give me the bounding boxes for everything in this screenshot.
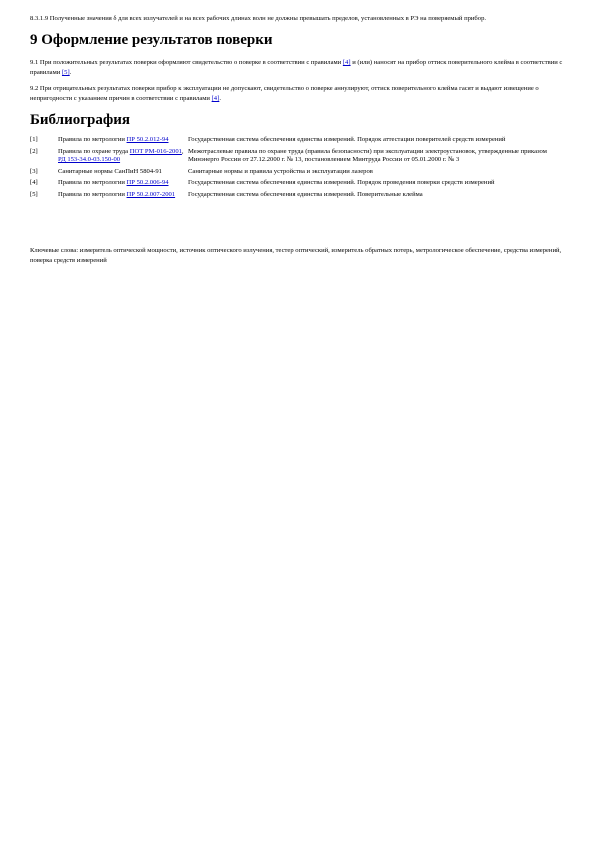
bib-document <box>58 191 188 203</box>
ref-link-4[interactable]: [4] <box>342 59 351 66</box>
bib-document-text: Правила по метрологии <box>58 190 127 198</box>
table-row <box>30 168 570 180</box>
bib-document <box>58 179 188 191</box>
bib-description: Государственная система обеспечения единства измерений. Порядок аттестации поверителей средств измерений <box>188 136 506 143</box>
bib-document <box>58 136 188 148</box>
table-row <box>30 136 570 148</box>
bib-document-text: Правила по метрологии <box>58 179 127 186</box>
section-9-title: 9 Оформление результатов поверки <box>30 32 273 48</box>
bibliography-title: Библиография <box>30 112 131 128</box>
paragraph-9-2 <box>30 84 570 104</box>
bib-document-link[interactable]: ПР 50.2.007-2001 <box>126 190 176 198</box>
bib-document-link[interactable]: ПР 50.2.012-94 <box>126 136 169 143</box>
document-page <box>30 14 570 266</box>
bib-document-link[interactable]: ПОТ РМ-016-2001 <box>129 147 182 155</box>
table-row <box>30 179 570 191</box>
bib-description: Государственная система обеспечения единства измерений. Поверительные клейма <box>188 190 423 198</box>
bib-document-link-2[interactable]: РД 153-34.0-03.150-00 <box>58 156 121 163</box>
bib-number: [2] <box>30 147 38 155</box>
paragraph-9-1 <box>30 58 570 78</box>
bib-description: Государственная система обеспечения единства измерений. Порядок проведения поверки средств измерений <box>188 179 495 186</box>
paragraph-9-1-text-middle: и (или) наносят на прибор оттиск поверительного клейма в соответствии с правилами <box>30 59 563 76</box>
bib-document: Санитарные нормы СанПиН 5804-91 <box>58 167 162 175</box>
table-row <box>30 148 570 168</box>
bib-number: [5] <box>30 190 38 198</box>
bib-document-text: Правила по метрологии <box>58 136 127 143</box>
bib-number: [3] <box>30 167 38 175</box>
intro-paragraph: 8.3.1.9 Полученные значения δ для всех излучателей и на всех рабочих длинах волн не должны превышать пределов, установленных в РЭ на поверяемый прибор. <box>30 15 487 22</box>
paragraph-9-1-end: . <box>69 69 72 76</box>
keywords: Ключевые слова: измеритель оптической мощности, источник оптического излучения, тестер оптический, измеритель обратных потерь, метрологическое обеспечение, средства измерений, поверка средств измерений <box>30 247 562 264</box>
bib-description: Межотраслевые правила по охране труда (правила безопасности) при эксплуатации электроустановок, утвержденные приказом Минэнерго России от 27.12.2000 г. № 13, постановлением Минтруда России от 05.01.2000 г. № 3 <box>188 147 547 163</box>
bib-description: Санитарные нормы и правила устройства и эксплуатации лазеров <box>188 167 373 175</box>
bibliography-table <box>30 136 570 202</box>
ref-link-4[interactable]: [4] <box>211 95 220 102</box>
ref-link-5[interactable]: [5] <box>61 69 70 76</box>
bib-document-text: Правила по охране труда <box>58 147 130 155</box>
bib-number: [1] <box>30 136 38 143</box>
table-row <box>30 191 570 203</box>
paragraph-9-1-text: 9.1 При положительных результатах поверки оформляют свидетельство о поверке в соответствии с правилами <box>30 59 343 66</box>
paragraph-9-2-text: 9.2 При отрицательных результатах поверки прибор к эксплуатации не допускают, свидетельство о поверке аннулируют, оттиск поверительного клейма гасят и выдают извещение о непригодности с указанием причин в соответствии с правилами <box>30 85 539 102</box>
paragraph-9-2-end: . <box>219 95 221 102</box>
bib-number: [4] <box>30 179 38 186</box>
bib-document-link[interactable]: ПР 50.2.006-94 <box>126 179 169 186</box>
bib-document: Правила по охране труда ПОТ РМ-016-2001, РД 153-34.0-03.150-00 <box>58 147 184 163</box>
